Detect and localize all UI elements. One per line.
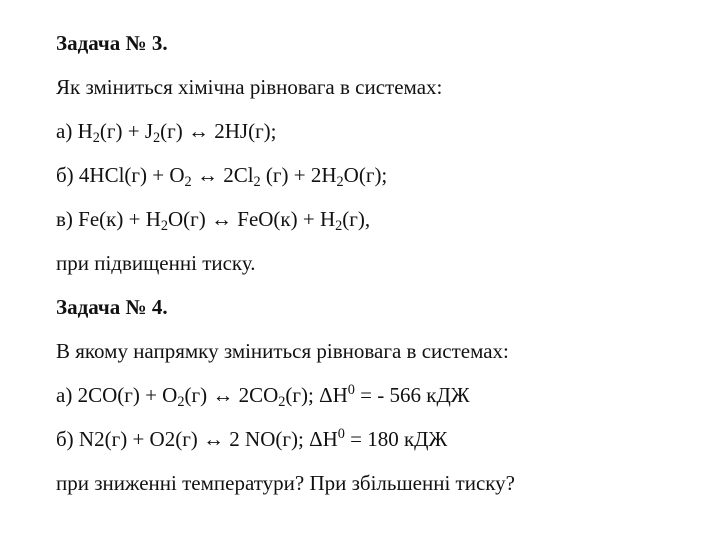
task4-a-sub1: 2: [177, 393, 185, 410]
task3-condition: при підвищенні тиску.: [56, 251, 256, 275]
task4-a-part3: = - 566 кДЖ: [354, 383, 470, 407]
task4-a-sup: 0: [347, 382, 355, 399]
task4-b-prefix: б) N2(г) + O2(г) ↔ 2 NO(г); ΔH: [56, 427, 338, 451]
task3-c-prefix: в) Fe(к) + H: [56, 207, 161, 231]
task3-a-part1: (г) + J: [99, 119, 153, 143]
task4-equation-a: [56, 382, 470, 408]
task3-equation-a: [56, 118, 277, 144]
task3-b-part1: ↔ 2Cl: [191, 163, 254, 187]
task4-a-part1: (г) ↔ 2CO: [184, 383, 279, 407]
task3-c-part2: (г),: [342, 207, 371, 231]
task3-equation-b: [56, 162, 387, 188]
task4-a-prefix: а) 2CO(г) + O: [56, 383, 178, 407]
task3-c-sub1: 2: [160, 217, 168, 234]
task3-a-sub2: 2: [153, 129, 161, 146]
task3-a-prefix: а) H: [56, 119, 93, 143]
task3-intro: Як зміниться хімічна рівновага в системах:: [56, 75, 443, 99]
task3-b-part2: (г) + 2H: [260, 163, 337, 187]
task3-a-sub1: 2: [92, 129, 100, 146]
task4-a-part2: (г); ΔH: [285, 383, 348, 407]
task3-equation-c: [56, 206, 370, 232]
task4-a-sub2: 2: [278, 393, 286, 410]
task4-title: Задача № 4.: [56, 295, 168, 319]
task3-b-sub1: 2: [184, 173, 192, 190]
task4-intro: В якому напрямку зміниться рівновага в системах:: [56, 339, 509, 363]
task3-c-sub2: 2: [335, 217, 343, 234]
task3-b-sub3: 2: [336, 173, 344, 190]
task4-question: при зниженні температури? При збільшенні тиску?: [56, 471, 515, 495]
task4-b-sup: 0: [337, 426, 345, 443]
task3-b-prefix: б) 4HCl(г) + O: [56, 163, 185, 187]
task3-c-part1: O(г) ↔ FeO(к) + H: [168, 207, 336, 231]
task3-a-part2: (г) ↔ 2HJ(г);: [160, 119, 277, 143]
task3-title: Задача № 3.: [56, 31, 168, 55]
task3-b-part3: O(г);: [343, 163, 388, 187]
task3-b-sub2: 2: [253, 173, 261, 190]
task4-equation-b: [56, 426, 447, 452]
task4-b-part1: = 180 кДЖ: [344, 427, 448, 451]
